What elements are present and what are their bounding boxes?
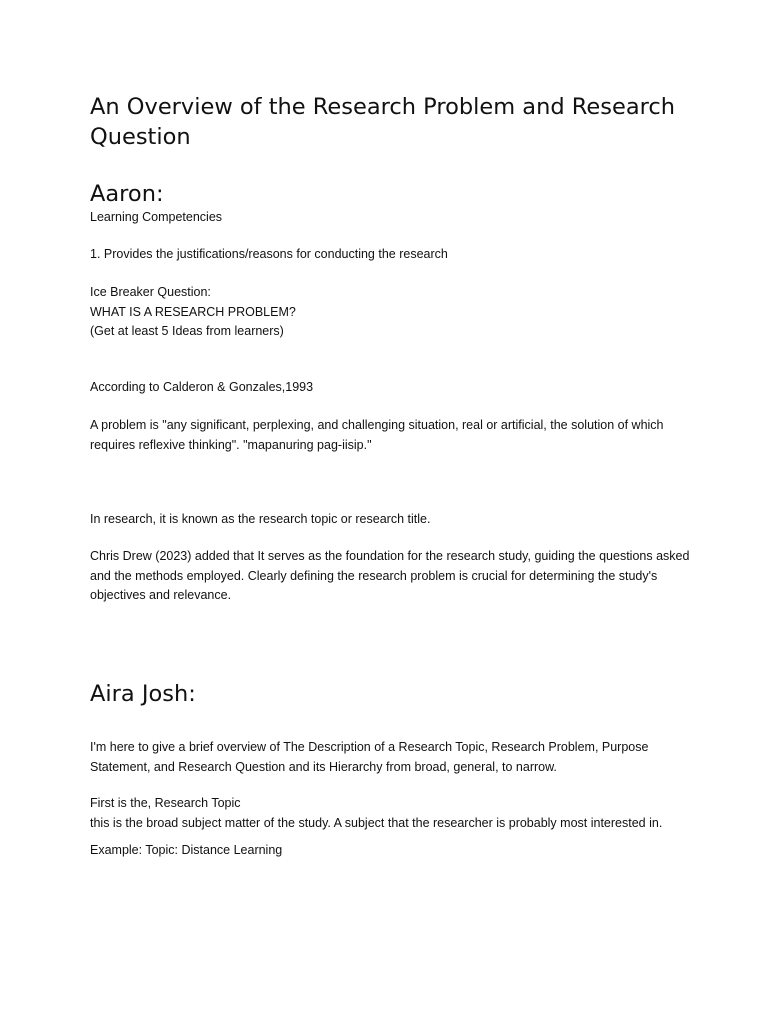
overview-intro: I'm here to give a brief overview of The Description of a Research Topic, Research Problem, Purpose Statement, and Research Question and its Hierarchy from broad, general, to narrow. <box>90 740 649 774</box>
chris-drew-paragraph: Chris Drew (2023) added that It serves as the foundation for the research study, guiding the questions asked and the methods employed. Clearly defining the research problem is crucial for determining the study's objectives and relevance. <box>90 549 690 602</box>
competency-item-1: 1. Provides the justifications/reasons for conducting the research <box>90 247 448 261</box>
research-topic-description: First is the, Research Topic this is the broad subject matter of the study. A subject that the researcher is probably most interested in. <box>90 796 663 830</box>
speaker-heading-aaron: Aaron: <box>90 181 164 207</box>
problem-definition: A problem is "any significant, perplexing, and challenging situation, real or artificial, the solution of which requires reflexive thinking". "mapanuring pag-iisip." <box>90 418 664 452</box>
document-title: An Overview of the Research Problem and Research Question <box>90 94 675 150</box>
topic-example: Example: Topic: Distance Learning <box>90 843 283 857</box>
speaker-heading-aira-josh: Aira Josh: <box>90 681 196 707</box>
ice-breaker-question: Ice Breaker Question: WHAT IS A RESEARCH PROBLEM? (Get at least 5 Ideas from learners) <box>90 285 296 338</box>
research-known-as: In research, it is known as the research topic or research title. <box>90 512 431 526</box>
learning-competencies-label: Learning Competencies <box>90 210 223 224</box>
citation-calderon: According to Calderon & Gonzales,1993 <box>90 380 314 394</box>
